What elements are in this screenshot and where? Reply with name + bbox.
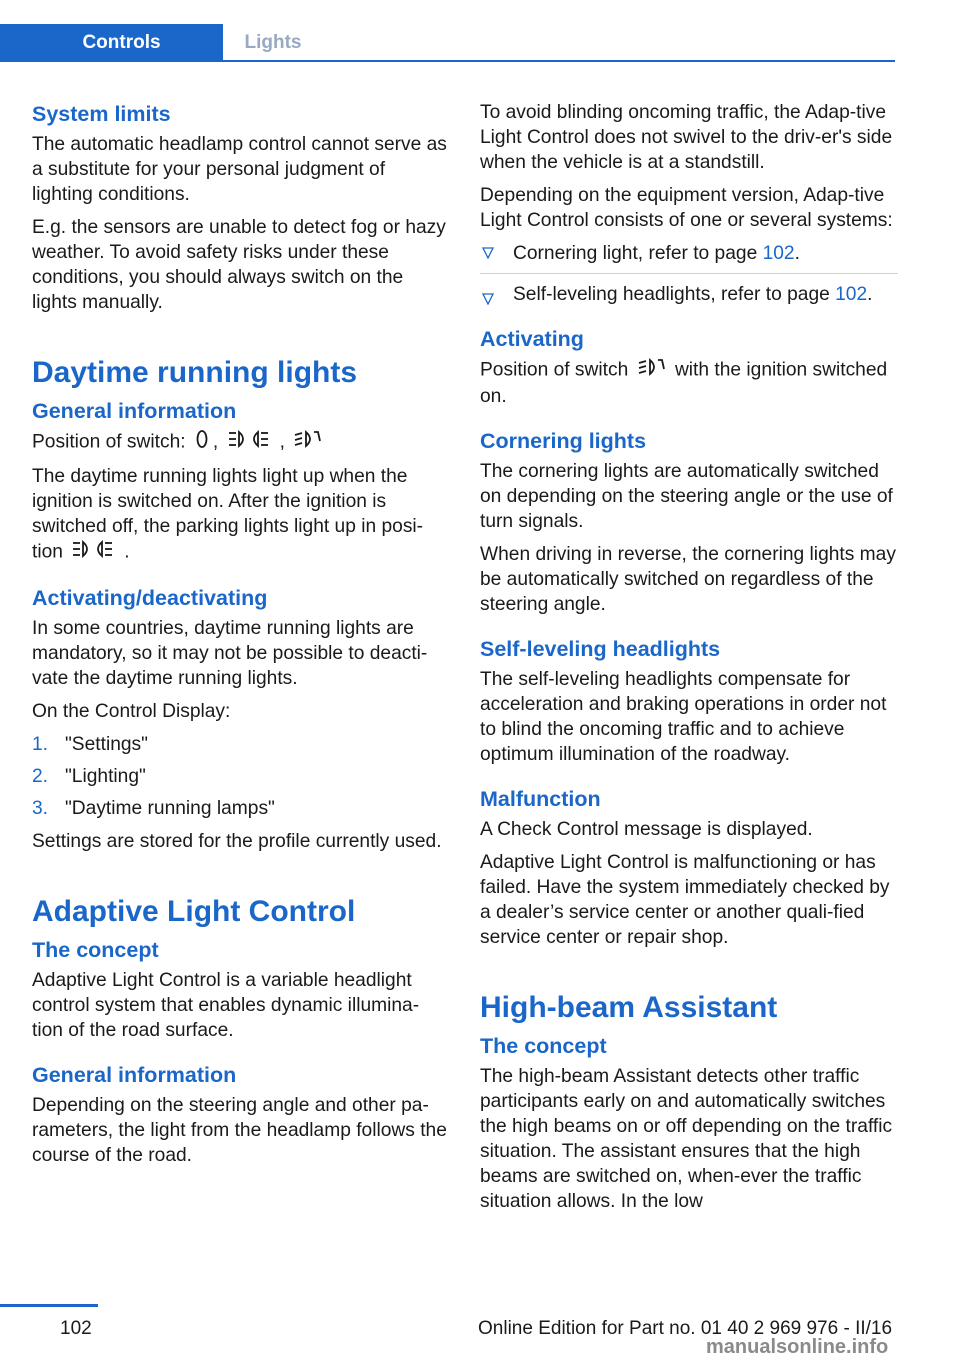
list-divider — [480, 273, 898, 274]
drl-text-end: . — [124, 541, 130, 563]
the-concept-heading: The concept — [32, 938, 159, 962]
right-column — [480, 100, 898, 1222]
concept-paragraph: Adaptive Light Control is a variable headlight control system that enables dynamic illumina‐tion of the road surface. — [32, 970, 420, 1041]
auto-headlight-icon — [638, 357, 666, 384]
bullet-text: Cornering light, refer to page — [513, 243, 763, 264]
triangle-bullet-icon — [482, 293, 494, 305]
list-item — [32, 764, 450, 789]
list-item — [32, 732, 450, 757]
activating-paragraph — [480, 357, 898, 409]
page-link[interactable]: 102 — [762, 243, 795, 264]
malfunction-heading: Malfunction — [480, 787, 601, 811]
step-text: "Lighting" — [65, 766, 146, 787]
drl-text: The daytime running lights light up when the ignition is switched on. After the ignition is switched off, the parking lights light up in posi‐tion — [32, 466, 424, 563]
hba-paragraph: The high-beam Assistant detects other traffic participants early on and automatically switches the high beams on or off depending on the traffic situation. The assistant ensures that the high beams are switched on, when‐ever the traffic situation allows. In the low — [480, 1066, 893, 1212]
switch-off-icon — [195, 429, 209, 456]
cornering-paragraph-2: When driving in reverse, the cornering lights may be automatically switched on regardless of the steering angle. — [480, 544, 896, 615]
system-limits-paragraph-2: E.g. the sensors are unable to detect fog or hazy weather. To avoid safety risks under these conditions, you should always switch on the lights manually. — [32, 217, 446, 313]
self-leveling-paragraph: The self-leveling headlights compensate for acceleration and braking operations in order not to blind the oncoming traffic and to achieve optimum illumination of the roadway. — [480, 669, 887, 765]
high-beam-assistant-heading: High-beam Assistant — [480, 991, 778, 1024]
step-number: 3. — [32, 798, 49, 819]
drl-paragraph — [32, 464, 450, 566]
malfunction-paragraph-2: Adaptive Light Control is malfunctioning or has failed. Have the system immediately checked by a dealer’s service center or another quali‐fied service center or repair shop. — [480, 852, 890, 948]
list-item — [32, 796, 450, 821]
step-text: "Settings" — [65, 734, 148, 755]
cornering-paragraph-1: The cornering lights are automatically switched on depending on the steering angle or the use of turn signals. — [480, 461, 893, 532]
footer-rule — [0, 1304, 98, 1307]
activating-text-a: Position of switch — [480, 359, 629, 381]
position-of-switch-line: Position of switch: , , — [32, 429, 450, 456]
general-information-2-heading: General information — [32, 1063, 237, 1087]
general-information-2-paragraph: Depending on the steering angle and other pa‐rameters, the light from the headlamp follows the course of the road. — [32, 1095, 447, 1166]
list-item — [480, 273, 898, 307]
step-number: 1. — [32, 734, 49, 755]
hba-concept-heading: The concept — [480, 1034, 607, 1058]
triangle-bullet-icon — [482, 247, 494, 259]
page-number: 102 — [60, 1318, 92, 1339]
activating-text-b: with the ignition switched on. — [480, 359, 888, 407]
activating-paragraph: In some countries, daytime running lights are mandatory, so it may not be possible to deacti‐vate the daytime running lights. — [32, 618, 428, 689]
page-link[interactable]: 102 — [835, 284, 868, 305]
activating-deactivating-heading: Activating/deactivating — [32, 586, 268, 610]
daytime-running-lights-heading: Daytime running lights — [32, 356, 358, 389]
position-label: Position of switch: — [32, 431, 186, 453]
bullet-text: Self-leveling headlights, refer to page — [513, 284, 836, 305]
self-leveling-heading: Self-leveling headlights — [480, 637, 721, 661]
parking-lights-icon — [228, 429, 276, 456]
malfunction-paragraph-1: A Check Control message is displayed. — [480, 819, 813, 840]
auto-headlight-icon — [294, 429, 322, 456]
watermark: manualsonline.info — [706, 1336, 889, 1358]
settings-steps-list — [32, 732, 450, 821]
step-number: 2. — [32, 766, 49, 787]
edition-text: Online Edition for Part no. 01 40 2 969 976 - II/16 — [478, 1318, 893, 1339]
system-limits-heading: System limits — [32, 102, 171, 126]
control-display-label: On the Control Display: — [32, 701, 231, 722]
general-information-heading: General information — [32, 399, 237, 423]
system-limits-paragraph-1: The automatic headlamp control cannot serve as a substitute for your personal judgment of lighting conditions. — [32, 134, 447, 205]
bullet-tail: . — [794, 243, 800, 264]
systems-list — [480, 241, 898, 307]
parking-lights-icon — [72, 539, 120, 566]
step-text: "Daytime running lamps" — [65, 798, 275, 819]
left-column — [32, 100, 450, 1176]
bullet-tail: . — [867, 284, 873, 305]
cornering-lights-heading: Cornering lights — [480, 429, 647, 453]
header-tabs — [0, 0, 895, 62]
blinding-paragraph: To avoid blinding oncoming traffic, the Adap‐tive Light Control does not swivel to the driv‐er's side when the vehicle is at a standstill. — [480, 102, 893, 173]
header-rule — [0, 60, 895, 62]
tab-controls[interactable]: Controls — [0, 24, 223, 62]
tab-lights[interactable]: Lights — [244, 32, 302, 53]
equipment-paragraph: Depending on the equipment version, Adap‐tive Light Control consists of one or several systems: — [480, 185, 893, 231]
activating-heading: Activating — [480, 327, 584, 351]
settings-stored-paragraph: Settings are stored for the profile currently used. — [32, 831, 442, 852]
list-item — [480, 241, 898, 266]
adaptive-light-control-heading: Adaptive Light Control — [32, 895, 356, 928]
